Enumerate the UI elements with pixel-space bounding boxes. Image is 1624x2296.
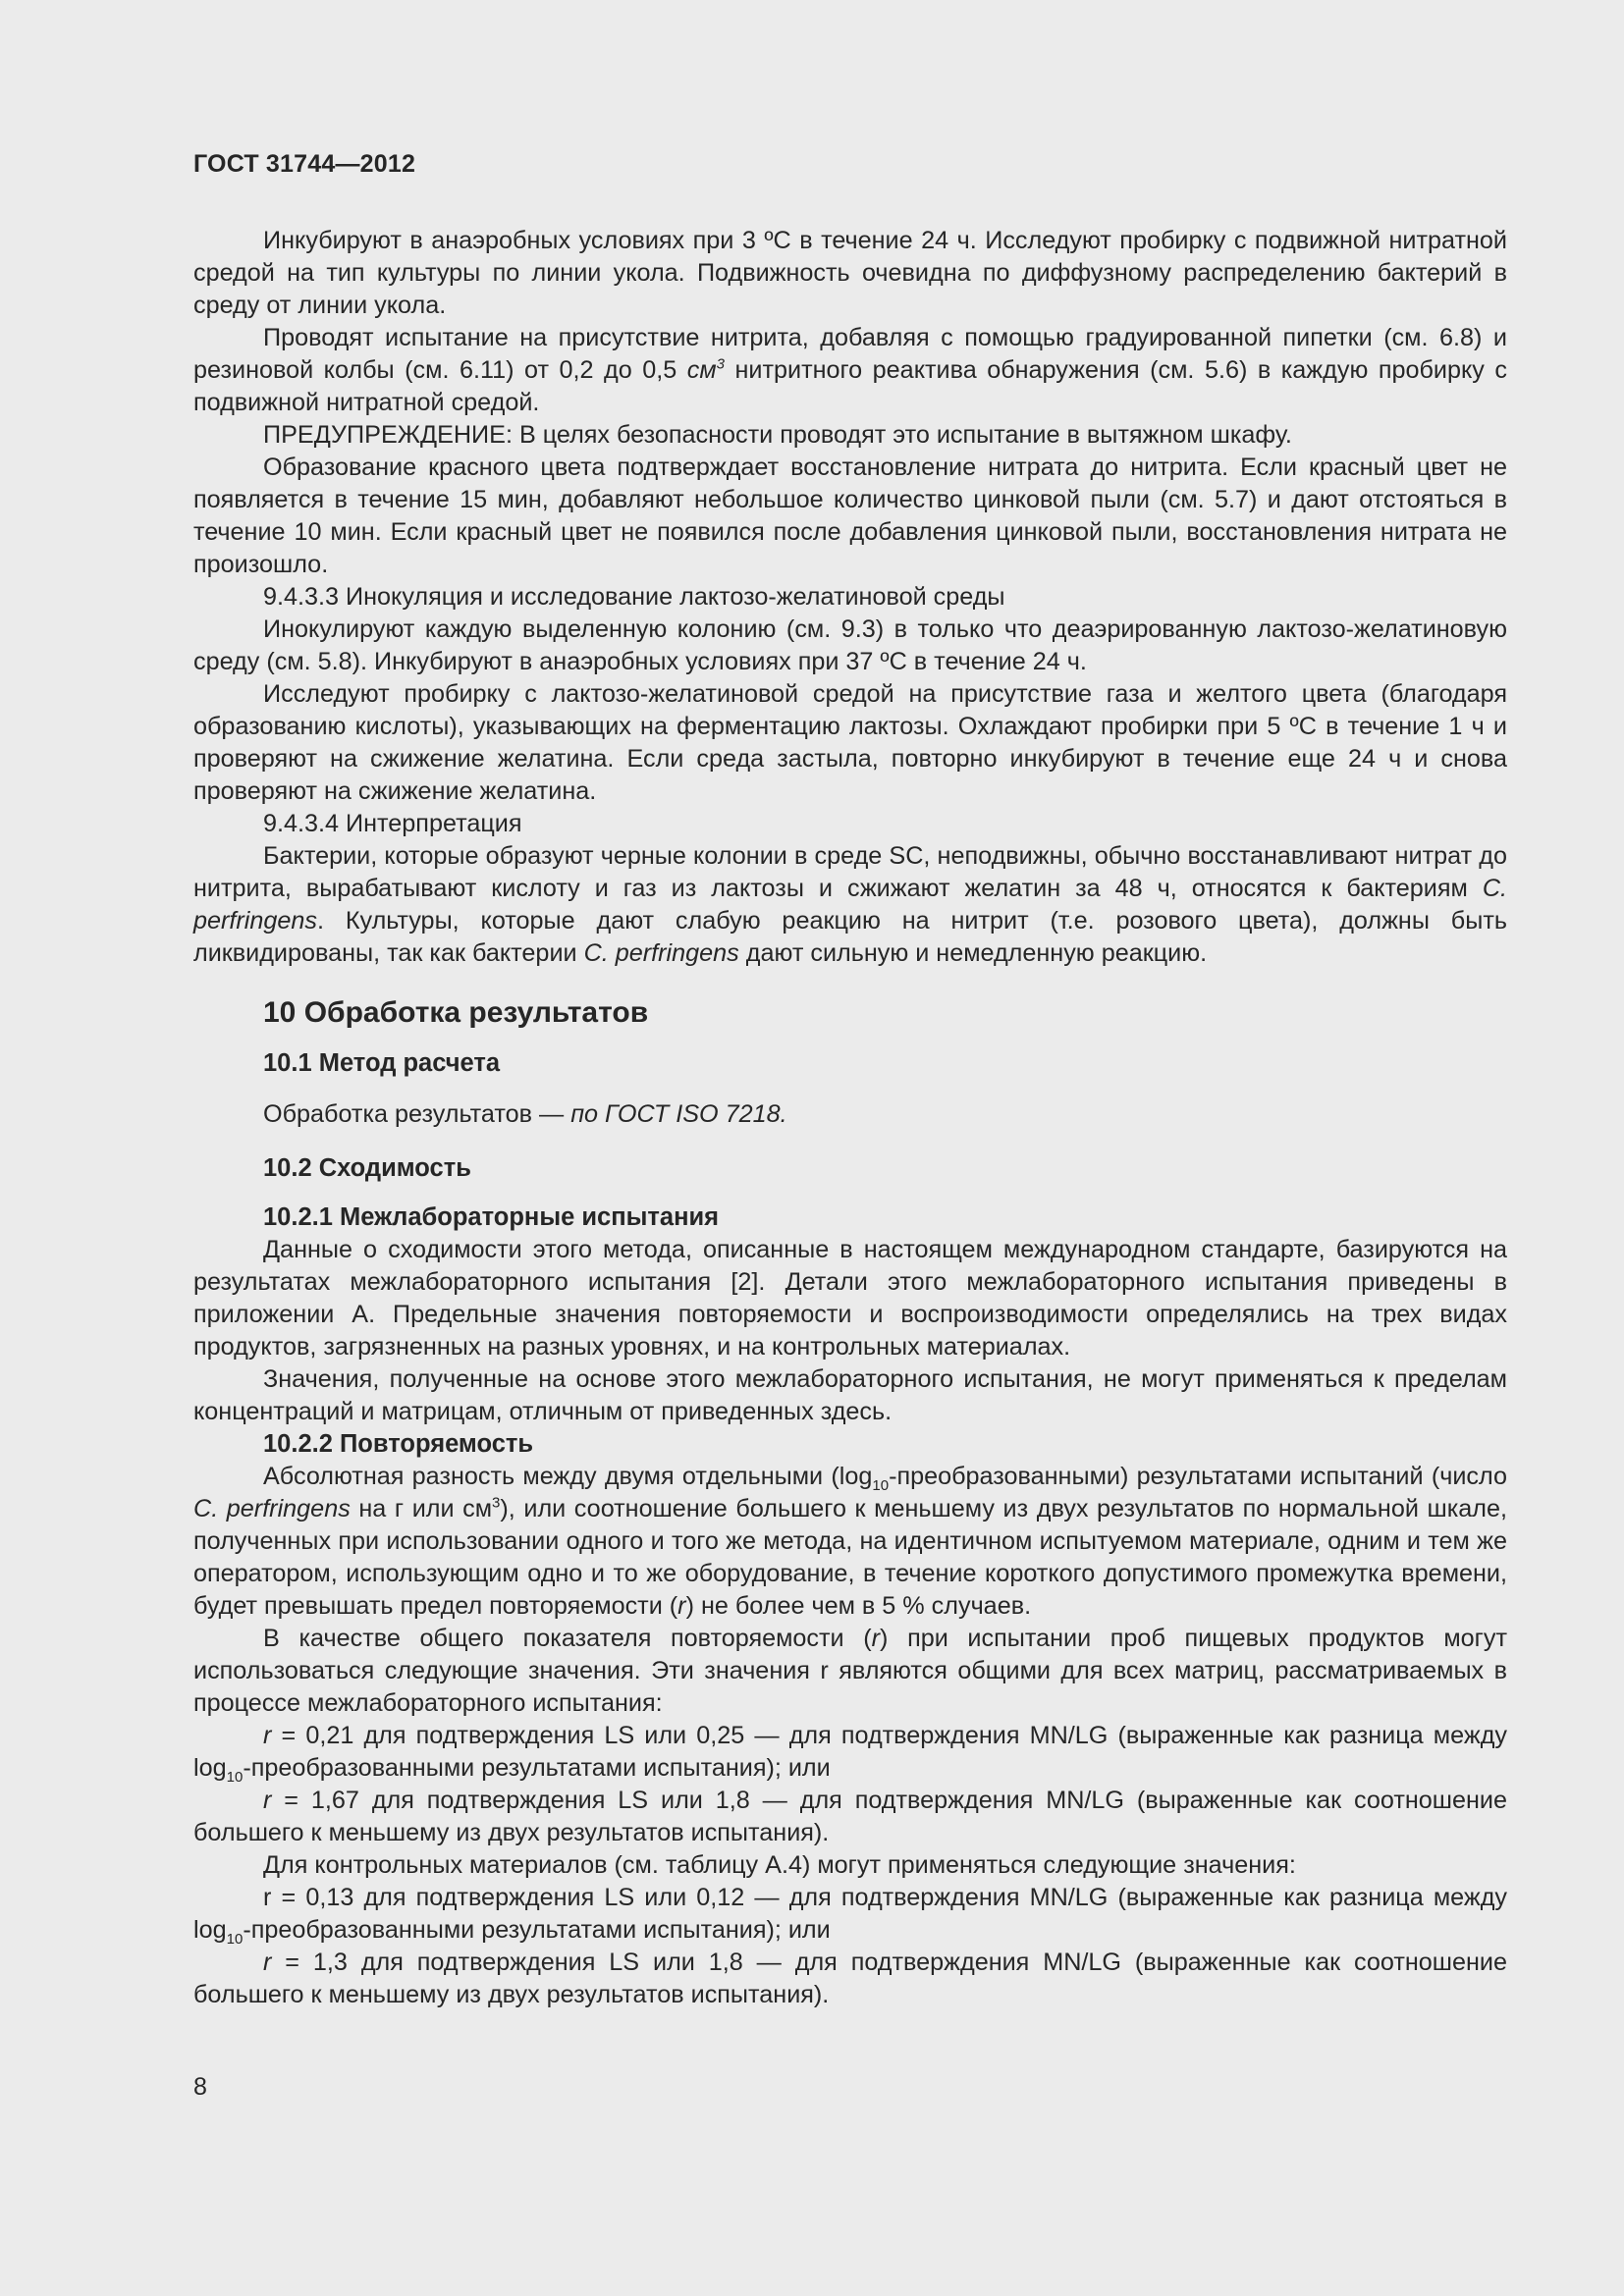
section-10-2-1-heading: 10.2.1 Межлабораторные испытания [263, 1203, 720, 1231]
section-10-2-2-heading: 10.2.2 Повторяемость [263, 1430, 534, 1458]
paragraph-calculation-method: Обработка результатов — по ГОСТ ISO 7218. [263, 1100, 787, 1128]
paragraph-repeatability-definition: Абсолютная разность между двумя отдельными $(\log_{10}-преобразованными)$ результатами испытаний (число C. perfringens на г или $см^3$), или соотношение большего к меньшему из двух результатов по нормальной шкале, полученных при использовании одного и того же метода, на идентичном испытуемом материале, одним и тем же оператором, использующим одно и то же оборудование, в течение короткого допустимого промежутка времени, будет превышать предел повторяемости (r) не более чем в 5 % случаев. [193, 1463, 1508, 1620]
page-number: 8 [193, 2073, 207, 2101]
paragraph-red-color: Образование красного цвета подтверждает восстановление нитрата до нитрита. Если красный цвет не появляется в течение 15 мин, добавляют небольшое количество цинковой пыли (см. 5.7) и дают отстояться в течение 10 мин. Если красный цвет не появился после добавления цинковой пыли, восстановления нитрата не произошло. [193, 454, 1507, 578]
paragraph-interlab-limits: Значения, полученные на основе этого межлабораторного испытания, не могут применяться к пределам концентраций и матрицам, отличным от приведенных здесь. [193, 1365, 1507, 1425]
section-10-heading: 10 Обработка результатов [263, 996, 649, 1029]
paragraph-warning: ПРЕДУПРЕЖДЕНИЕ: В целях безопасности проводят это испытание в вытяжном шкафу. [263, 421, 1292, 449]
subsection-9-4-3-3-title: 9.4.3.3 Инокуляция и исследование лактозо-желатиновой среды [263, 583, 1005, 611]
paragraph-interpretation: Бактерии, которые образуют черные колонии в среде SC, неподвижны, обычно восстанавливают нитрат до нитрита, вырабатывают кислоту и газ из лактозы и сжижают желатин за 48 ч, относятся к бактериям C. perfringens. Культуры, которые дают слабую реакцию на нитрит (т.е. розового цвета), должны быть ликвидированы, так как бактерии C. perfringens дают сильную и немедленную реакцию. [193, 842, 1507, 967]
paragraph-r-value-3: r = 0,13 для подтверждения LS или 0,12 — для подтверждения MN/LG (выраженные как разница между $\log_{10}$-преобразованными результатами испытания); или [193, 1884, 1507, 1949]
paragraph-r-value-4: r = 1,3 для подтверждения LS или 1,8 — для подтверждения MN/LG (выраженные как соотношение большего к меньшему из двух результатов испытания). [193, 1949, 1507, 2008]
document-header-id: ГОСТ 31744—2012 [193, 150, 416, 178]
paragraph-r-value-1: r = 0,21 для подтверждения LS или 0,25 — для подтверждения MN/LG (выраженные как разница между $\log_{10}$-преобразованными результатами испытания); или [193, 1722, 1507, 1787]
paragraph-interlab-data: Данные о сходимости этого метода, описанные в настоящем международном стандарте, базируются на результатах межлабораторного испытания [2]. Детали этого межлабораторного испытания приведены в приложении А. Предельные значения повторяемости и воспроизводимости определялись на трех видах продуктов, загрязненных на разных уровнях, и на контрольных материалах. [193, 1236, 1507, 1361]
page-body [193, 225, 1507, 2011]
paragraph-control-materials: Для контрольных материалов (см. таблицу А.4) могут применяться следующие значения: [263, 1851, 1296, 1879]
paragraph-r-value-2: r = 1,67 для подтверждения LS или 1,8 — для подтверждения MN/LG (выраженные как соотношение большего к меньшему из двух результатов испытания). [193, 1787, 1507, 1846]
paragraph-lactose-gelatin: Исследуют пробирку с лактозо-желатиновой средой на присутствие газа и желтого цвета (благодаря образованию кислоты), указывающих на ферментацию лактозы. Охлаждают пробирки при 5 ºС в течение 1 ч и проверяют на сжижение желатина. Если среда застыла, повторно инкубируют в течение еще 24 ч и снова проверяют на сжижение желатина. [193, 680, 1507, 805]
paragraph-nitrite-test: Проводят испытание на присутствие нитрита, добавляя с помощью градуированной пипетки (см. 6.8) и резиновой колбы (см. 6.11) от 0,2 до 0,5 $см^3$ нитритного реактива обнаружения (см. 5.6) в каждую пробирку с подвижной нитратной средой. [193, 324, 1507, 416]
paragraph-inoculation: Инокулируют каждую выделенную колонию (см. 9.3) в только что деаэрированную лактозо-желатиновую среду (см. 5.8). Инкубируют в анаэробных условиях при 37 ºС в течение 24 ч. [193, 615, 1507, 675]
section-10-2-heading: 10.2 Сходимость [263, 1154, 471, 1182]
paragraph-incubation: Инкубируют в анаэробных условиях при 3 ºС в течение 24 ч. Исследуют пробирку с подвижной нитратной средой на тип культуры по линии укола. Подвижность очевидна по диффузному распределению бактерий в среду от линии укола. [193, 227, 1507, 319]
subsection-9-4-3-4-title: 9.4.3.4 Интерпретация [263, 810, 522, 837]
paragraph-repeatability-general: В качестве общего показателя повторяемости (r) при испытании проб пищевых продуктов могут использоваться следующие значения. Эти значения r являются общими для всех матриц, рассматриваемых в процессе межлабораторного испытания: [193, 1625, 1508, 1717]
section-10-1-heading: 10.1 Метод расчета [263, 1049, 501, 1077]
